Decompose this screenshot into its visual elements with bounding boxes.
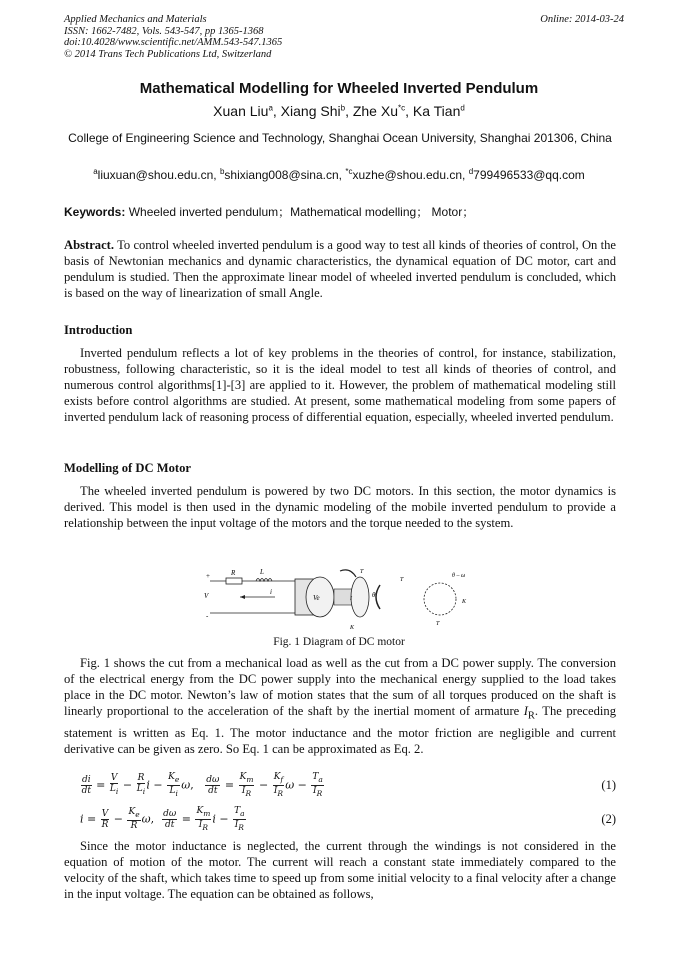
inertia-label: I bbox=[350, 596, 352, 602]
motor-icon bbox=[306, 577, 334, 617]
intro-text: Inverted pendulum reflects a lot of key problems in the theories of control, for instance, stabilization, robustness, following characteristic, so it is the ideal model to test all kinds of theories of control, and numerous control algorithms[1]-[3] are applied to it. However, the problem of mathematical modeling still exists before control algorithms are studied. At present, some mathematical modeling from some papers of inverted pendulum lack of reasoning process of differential equation, especially, wheeled inverted pendulum. bbox=[64, 346, 616, 424]
current-label: i bbox=[270, 588, 272, 596]
email: shixiang008@sina.cn, bbox=[224, 168, 342, 182]
paper-title: Mathematical Modelling for Wheeled Inverted Pendulum bbox=[139, 80, 539, 97]
equation-1-number: (1) bbox=[601, 778, 616, 792]
author-mark: *c bbox=[397, 103, 406, 113]
author-mark: a bbox=[268, 103, 273, 113]
keywords-text: Wheeled inverted pendulum；Mathematical modelling； Motor； bbox=[128, 205, 475, 219]
abstract-text: To control wheeled inverted pendulum is a good way to test all kinds of theories of control, On the basis of Newtonian mechanics and dynamic characteristics, the dynamical equation of DC motor, cart and pendulum is studied. Then the approximate linear model of wheeled inverted pendulum is concluded, which is based on the way of linearization of small Angle. bbox=[64, 238, 617, 300]
affiliation: College of Engineering Science and Technology, Shanghai Ocean University, Shanghai 201306, China bbox=[68, 131, 612, 145]
inductor-label: L bbox=[260, 568, 264, 576]
author-name: Xiang Shi bbox=[280, 103, 341, 119]
intro-heading: Introduction bbox=[64, 323, 133, 337]
inertia-symbol: I bbox=[523, 704, 528, 718]
dc-motor-paragraph-2: Fig. 1 shows the cut from a mechanical load as well as the cut from a DC power supply. The conversion of the electrical energy from the DC power supply into the mechanical energy supplied to the load takes place in the DC motor. Newton’s law of motion states that the sum of all torques produced on the shaft is linearly proportional to the acceleration of the shaft by the inertial moment of armature $I_R$. The preceding statement is written as Eq. 1. The motor inductance and the motor friction are negligible and current derivative can be given as zero. So Eq. 1 can be approximated as Eq. 2. bbox=[64, 656, 616, 756]
inertia-subscript: R bbox=[527, 710, 535, 722]
rotation-arrow-icon bbox=[376, 585, 380, 609]
equation-1: $\frac{di}{dt}$ = $\frac{V}{L_i}$ − $\frac{R}{L_i}$ i − $\frac{K_e}{L_i}$ ω, $\frac{d\omega}{dt}$ = $\frac{K_m}{I_R}$ − $\frac{K_f}{I_R}$ ω − $\frac{T_a}{I_R}$ bbox=[81, 772, 323, 798]
back-emf-label: Ve bbox=[313, 594, 320, 602]
email-list bbox=[0, 167, 678, 182]
keywords bbox=[64, 203, 474, 220]
plus-label: + bbox=[206, 572, 210, 580]
dc-motor-paragraph-1: The wheeled inverted pendulum is powered by two DC motors. In this section, the motor dynamics is derived. This model is then used in the dynamic modeling of the mobile inverted pendulum to provide a relationship between the input voltage of the motors and the torque needed to the system. bbox=[64, 484, 616, 530]
equation-2: i = $\frac{V}{R}$ − $\frac{K_e}{R}$ ω, $\frac{d\omega}{dt}$ = $\frac{K_m}{I_R}$ i − $\frac{T_a}{I_R}$ bbox=[80, 806, 245, 832]
issn-line: ISSN: 1662-7482, Vols. 543-547, pp 1365-1368 bbox=[64, 25, 264, 37]
resistor-label: R bbox=[231, 569, 236, 577]
email-mark: a bbox=[93, 167, 98, 176]
friction-torque-label: K bbox=[462, 599, 467, 605]
journal-header bbox=[64, 14, 624, 60]
minus-label: - bbox=[206, 612, 209, 620]
theta-label: θ bbox=[372, 591, 376, 599]
email: liuxuan@shou.edu.cn, bbox=[97, 168, 217, 182]
email: 799496533@qq.com bbox=[473, 168, 585, 182]
abstract-label: Abstract. bbox=[64, 238, 115, 252]
torque-arrow-icon bbox=[340, 570, 356, 577]
free-body-circle-icon bbox=[424, 583, 456, 615]
equation-2-number: (2) bbox=[601, 812, 616, 826]
journal-name: Applied Mechanics and Materials bbox=[64, 14, 207, 25]
author-mark: b bbox=[340, 103, 346, 113]
figure-caption: Fig. 1 Diagram of DC motor bbox=[273, 636, 405, 648]
resistor-icon bbox=[226, 578, 242, 584]
author-list: Xuan Liu$^a$, Xiang Shi$^b$, Zhe Xu$^{*c}$, Ka Tian$^d$ bbox=[213, 103, 465, 119]
online-date: Online: 2014-03-24 bbox=[540, 14, 624, 25]
reaction-torque-label: T bbox=[436, 621, 440, 627]
dc-motor-paragraph-3: Since the motor inductance is neglected, the current through the windings is not considered in the equation of motion of the motor. The current will reach a constant state immediately compared to the velocity of the shaft, which takes time to speed up from some initial velocity to a final velocity after a change in the input voltage. The equation can be obtained as follows, bbox=[64, 839, 616, 901]
copyright-line: © 2014 Trans Tech Publications Ltd, Switzerland bbox=[64, 48, 272, 60]
author-name: Zhe Xu bbox=[352, 103, 398, 119]
keywords-label: Keywords: bbox=[64, 205, 126, 219]
dc-motor-diagram bbox=[200, 565, 490, 635]
email-mark: *c bbox=[345, 167, 353, 176]
voltage-label: V bbox=[204, 592, 209, 600]
omega-label: θ ‒ ω bbox=[452, 573, 466, 579]
email-mark: b bbox=[219, 167, 225, 176]
abstract bbox=[64, 237, 616, 301]
friction-label: K bbox=[350, 625, 355, 631]
author-name: Ka Tian bbox=[412, 103, 461, 119]
email: xuzhe@shou.edu.cn, bbox=[352, 168, 466, 182]
doi-line: doi:10.4028/www.scientific.net/AMM.543-547.1365 bbox=[64, 37, 283, 48]
load-disc-icon bbox=[351, 577, 369, 617]
load-torque-label: T bbox=[400, 577, 404, 583]
motor-torque-label: T bbox=[360, 569, 364, 575]
dc-motor-heading: Modelling of DC Motor bbox=[64, 461, 191, 475]
author-mark: d bbox=[460, 103, 465, 113]
email-mark: d bbox=[468, 167, 474, 176]
author-name: Xuan Liu bbox=[213, 103, 269, 119]
